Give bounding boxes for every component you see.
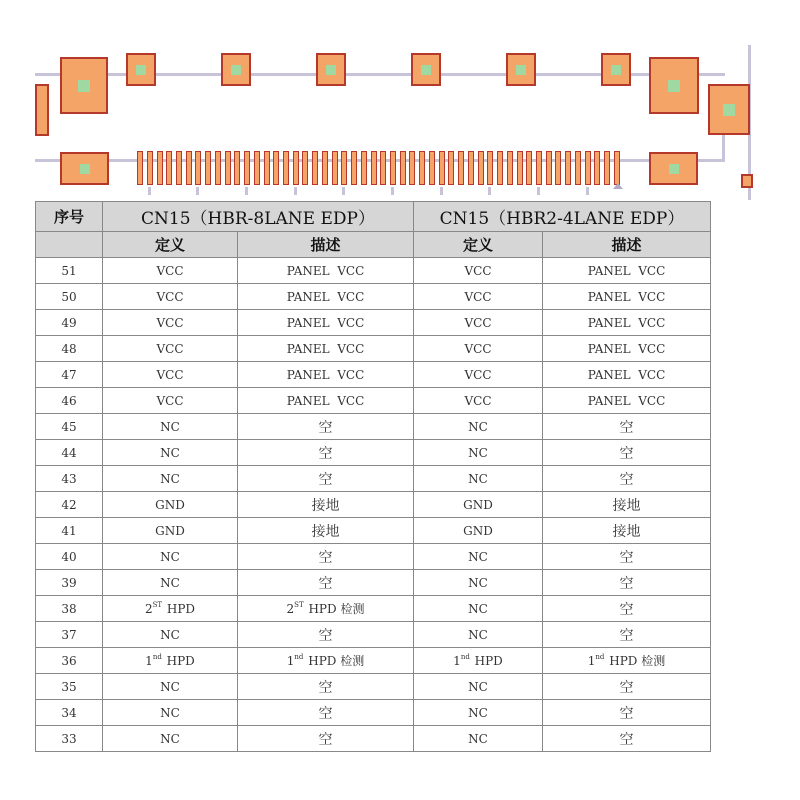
pin-number: 33: [36, 726, 103, 752]
pin-number: 34: [36, 700, 103, 726]
connector-pin: [234, 151, 240, 185]
description-hbr2-4lane: PANEL VCC: [543, 284, 711, 310]
definition-hbr2-4lane: NC: [414, 700, 543, 726]
desc-header-1: 描述: [238, 232, 414, 258]
description-hbr2-4lane: PANEL VCC: [543, 310, 711, 336]
table-row: [36, 336, 711, 362]
connector-pin: [186, 151, 192, 185]
connector-pin: [604, 151, 610, 185]
description-hbr2-4lane: 空: [543, 440, 711, 466]
pin-number: 37: [36, 622, 103, 648]
seq-header: 序号: [36, 202, 103, 232]
definition-hbr-8lane: NC: [103, 544, 238, 570]
pad-top-8: [649, 57, 699, 114]
definition-hbr-8lane: NC: [103, 622, 238, 648]
connector-pin: [448, 151, 454, 185]
pad-right: [708, 84, 750, 135]
connector-pin: [594, 151, 600, 185]
connector-pin: [536, 151, 542, 185]
def-header-1: 定义: [103, 232, 238, 258]
description-hbr2-4lane: PANEL VCC: [543, 336, 711, 362]
definition-hbr2-4lane: VCC: [414, 336, 543, 362]
description-hbr2-4lane: 空: [543, 544, 711, 570]
connector-pin: [517, 151, 523, 185]
connector-pin: [176, 151, 182, 185]
definition-hbr2-4lane: NC: [414, 544, 543, 570]
definition-hbr2-4lane: GND: [414, 492, 543, 518]
connector-pin: [555, 151, 561, 185]
definition-hbr-8lane: NC: [103, 726, 238, 752]
connector-pin: [322, 151, 328, 185]
description-hbr2-4lane: 空: [543, 414, 711, 440]
description-hbr-8lane: PANEL VCC: [238, 310, 414, 336]
pin-trace-stub: [342, 187, 345, 195]
description-hbr-8lane: PANEL VCC: [238, 284, 414, 310]
pin-trace-stub: [537, 187, 540, 195]
definition-hbr2-4lane: VCC: [414, 362, 543, 388]
definition-hbr2-4lane: NC: [414, 440, 543, 466]
definition-hbr-8lane: VCC: [103, 362, 238, 388]
connector-pin: [341, 151, 347, 185]
connector-pin: [254, 151, 260, 185]
description-hbr-8lane: 空: [238, 674, 414, 700]
definition-hbr2-4lane: GND: [414, 518, 543, 544]
connector-diagram: [0, 0, 800, 200]
connector-pin: [497, 151, 503, 185]
pad-top-5: [411, 53, 441, 86]
pad-top-3: [221, 53, 251, 86]
description-hbr-8lane: PANEL VCC: [238, 336, 414, 362]
table-row: [36, 414, 711, 440]
description-hbr2-4lane: 空: [543, 726, 711, 752]
definition-hbr2-4lane: NC: [414, 622, 543, 648]
definition-hbr2-4lane: NC: [414, 674, 543, 700]
pin-number: 49: [36, 310, 103, 336]
pin-number: 50: [36, 284, 103, 310]
connector-pin: [302, 151, 308, 185]
connector-pin: [380, 151, 386, 185]
definition-hbr-8lane: NC: [103, 700, 238, 726]
pin-trace-stub: [196, 187, 199, 195]
definition-hbr-8lane: NC: [103, 674, 238, 700]
description-hbr-8lane: 接地: [238, 518, 414, 544]
table-row: [36, 466, 711, 492]
pad-bottom-left: [60, 152, 109, 185]
connector-pin: [273, 151, 279, 185]
connector-pin: [487, 151, 493, 185]
definition-hbr-8lane: GND: [103, 518, 238, 544]
seq-subheader-blank: [36, 232, 103, 258]
connector-pin: [293, 151, 299, 185]
connector-pin: [507, 151, 513, 185]
connector-pin: [195, 151, 201, 185]
pin-number: 44: [36, 440, 103, 466]
connector-pin: [614, 151, 620, 185]
connector-pin: [215, 151, 221, 185]
description-hbr2-4lane: 空: [543, 570, 711, 596]
description-hbr-8lane: PANEL VCC: [238, 388, 414, 414]
definition-hbr2-4lane: NC: [414, 414, 543, 440]
pad-top-1: [60, 57, 108, 114]
pin-number: 46: [36, 388, 103, 414]
description-hbr2-4lane: 接地: [543, 492, 711, 518]
connector-pin: [419, 151, 425, 185]
connector-pin: [332, 151, 338, 185]
pin-number: 39: [36, 570, 103, 596]
pin-number: 38: [36, 596, 103, 622]
definition-hbr2-4lane: 1nd HPD: [414, 648, 543, 674]
def-header-2: 定义: [414, 232, 543, 258]
description-hbr-8lane: 空: [238, 700, 414, 726]
table-row: [36, 622, 711, 648]
connector-pin: [439, 151, 445, 185]
connector-pin: [400, 151, 406, 185]
connector-pin: [225, 151, 231, 185]
description-hbr-8lane: PANEL VCC: [238, 258, 414, 284]
connector-pin: [409, 151, 415, 185]
pin-trace-stub: [488, 187, 491, 195]
pin-trace-stub: [440, 187, 443, 195]
connector-pin: [137, 151, 143, 185]
pad-top-7: [601, 53, 631, 86]
definition-hbr2-4lane: NC: [414, 466, 543, 492]
pin-1-arrow-icon: [613, 183, 623, 189]
pin-trace-stub: [294, 187, 297, 195]
table-row: [36, 570, 711, 596]
description-hbr2-4lane: 接地: [543, 518, 711, 544]
table-row: [36, 362, 711, 388]
connector-pin: [575, 151, 581, 185]
table-row: [36, 440, 711, 466]
definition-hbr-8lane: NC: [103, 570, 238, 596]
description-hbr2-4lane: 空: [543, 700, 711, 726]
connector-pin: [390, 151, 396, 185]
description-hbr-8lane: 接地: [238, 492, 414, 518]
description-hbr2-4lane: 1nd HPD 检测: [543, 648, 711, 674]
connector-pin: [312, 151, 318, 185]
description-hbr2-4lane: 空: [543, 596, 711, 622]
connector-pin: [371, 151, 377, 185]
pad-far-right-small: [741, 174, 753, 188]
definition-hbr2-4lane: VCC: [414, 258, 543, 284]
description-hbr-8lane: 空: [238, 414, 414, 440]
connector-pin: [546, 151, 552, 185]
definition-hbr-8lane: VCC: [103, 284, 238, 310]
pad-bottom-right: [649, 152, 698, 185]
connector-pin: [361, 151, 367, 185]
group-header-hbr-8lane: CN15（HBR-8LANE EDP）: [103, 202, 414, 232]
definition-hbr-8lane: 2ST HPD: [103, 596, 238, 622]
group-header-hbr2-4lane: CN15（HBR2-4LANE EDP）: [414, 202, 711, 232]
description-hbr2-4lane: 空: [543, 674, 711, 700]
description-hbr-8lane: 空: [238, 440, 414, 466]
pin-number: 42: [36, 492, 103, 518]
table-row: [36, 492, 711, 518]
connector-pin: [429, 151, 435, 185]
definition-hbr-8lane: VCC: [103, 258, 238, 284]
pin-number: 45: [36, 414, 103, 440]
connector-pin: [283, 151, 289, 185]
pad-top-6: [506, 53, 536, 86]
table-row: [36, 258, 711, 284]
connector-pin: [565, 151, 571, 185]
pad-top-4: [316, 53, 346, 86]
connector-pin: [244, 151, 250, 185]
table-row: [36, 700, 711, 726]
table-row: [36, 310, 711, 336]
description-hbr-8lane: 空: [238, 622, 414, 648]
definition-hbr-8lane: NC: [103, 440, 238, 466]
definition-hbr-8lane: NC: [103, 466, 238, 492]
trace-right-top: [697, 73, 725, 76]
description-hbr-8lane: 空: [238, 466, 414, 492]
definition-hbr2-4lane: NC: [414, 726, 543, 752]
pin-number: 43: [36, 466, 103, 492]
pin-number: 41: [36, 518, 103, 544]
connector-pin: [458, 151, 464, 185]
connector-pin: [166, 151, 172, 185]
description-hbr-8lane: 空: [238, 726, 414, 752]
connector-pin: [351, 151, 357, 185]
definition-hbr-8lane: 1nd HPD: [103, 648, 238, 674]
table-row: [36, 596, 711, 622]
definition-hbr-8lane: VCC: [103, 388, 238, 414]
table-row: [36, 674, 711, 700]
definition-hbr-8lane: GND: [103, 492, 238, 518]
pin-number: 48: [36, 336, 103, 362]
pin-trace-stub: [391, 187, 394, 195]
definition-hbr-8lane: NC: [103, 414, 238, 440]
pad-left-edge: [35, 84, 49, 136]
table-row: [36, 726, 711, 752]
connector-pin: [205, 151, 211, 185]
table-row: [36, 518, 711, 544]
description-hbr2-4lane: 空: [543, 622, 711, 648]
definition-hbr2-4lane: NC: [414, 570, 543, 596]
connector-pin: [264, 151, 270, 185]
description-hbr-8lane: 2ST HPD 检测: [238, 596, 414, 622]
connector-pin: [147, 151, 153, 185]
pin-trace-stub: [148, 187, 151, 195]
pin-number: 36: [36, 648, 103, 674]
description-hbr-8lane: 空: [238, 544, 414, 570]
connector-pin: [585, 151, 591, 185]
table-body: [36, 258, 711, 752]
pin-number: 51: [36, 258, 103, 284]
definition-hbr2-4lane: VCC: [414, 310, 543, 336]
pin-number: 47: [36, 362, 103, 388]
definition-hbr2-4lane: NC: [414, 596, 543, 622]
pin-trace-stub: [586, 187, 589, 195]
connector-pin: [526, 151, 532, 185]
pin-number: 35: [36, 674, 103, 700]
description-hbr-8lane: PANEL VCC: [238, 362, 414, 388]
pin-trace-stub: [245, 187, 248, 195]
table-row: [36, 648, 711, 674]
definition-hbr2-4lane: VCC: [414, 284, 543, 310]
description-hbr-8lane: 空: [238, 570, 414, 596]
description-hbr2-4lane: 空: [543, 466, 711, 492]
connector-pin: [478, 151, 484, 185]
pad-top-2: [126, 53, 156, 86]
table-row: [36, 284, 711, 310]
definition-hbr2-4lane: VCC: [414, 388, 543, 414]
definition-hbr-8lane: VCC: [103, 336, 238, 362]
connector-pin: [468, 151, 474, 185]
definition-hbr-8lane: VCC: [103, 310, 238, 336]
desc-header-2: 描述: [543, 232, 711, 258]
table-row: [36, 544, 711, 570]
description-hbr-8lane: 1nd HPD 检测: [238, 648, 414, 674]
connector-pin: [157, 151, 163, 185]
pin-definition-table: [35, 201, 711, 752]
table-row: [36, 388, 711, 414]
description-hbr2-4lane: PANEL VCC: [543, 258, 711, 284]
pin-number: 40: [36, 544, 103, 570]
description-hbr2-4lane: PANEL VCC: [543, 362, 711, 388]
description-hbr2-4lane: PANEL VCC: [543, 388, 711, 414]
